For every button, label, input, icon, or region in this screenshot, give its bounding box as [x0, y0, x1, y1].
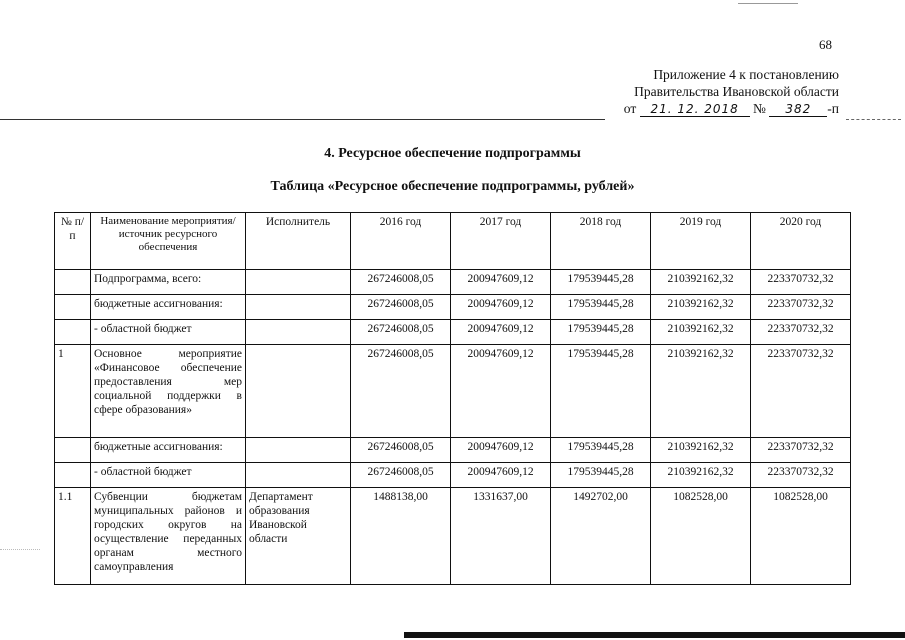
handwritten-number: 382	[769, 102, 827, 117]
cell-2016: 1488138,00	[351, 488, 451, 585]
cell-2017: 200947609,12	[451, 270, 551, 295]
cell-2018: 179539445,28	[551, 295, 651, 320]
cell-no	[55, 320, 91, 345]
cell-2019: 210392162,32	[651, 270, 751, 295]
cell-2019: 210392162,32	[651, 463, 751, 488]
cell-2020: 223370732,32	[751, 295, 851, 320]
cell-name: бюджетные ассигнования:	[91, 295, 246, 320]
cell-2018: 179539445,28	[551, 463, 651, 488]
cell-2018: 179539445,28	[551, 270, 651, 295]
appendix-line-3	[624, 100, 839, 117]
from-label: от	[623, 101, 637, 116]
cell-executor	[246, 320, 351, 345]
header-2018: 2018 год	[551, 213, 651, 270]
cell-2018: 179539445,28	[551, 438, 651, 463]
cell-2016: 267246008,05	[351, 438, 451, 463]
cell-executor	[246, 345, 351, 438]
table-row	[55, 463, 851, 488]
cell-2017: 200947609,12	[451, 320, 551, 345]
scan-artifact-dots	[0, 549, 40, 550]
cell-name: Субвенции бюджетам муниципальных районов и городских округов на осуществление переданных органам местного самоуправления	[91, 488, 246, 585]
appendix-line-2: Правительства Ивановской области	[634, 84, 839, 99]
cell-no	[55, 438, 91, 463]
table-row	[55, 345, 851, 438]
cell-2018: 1492702,00	[551, 488, 651, 585]
cell-no: 1.1	[55, 488, 91, 585]
cell-no: 1	[55, 345, 91, 438]
cell-2017: 200947609,12	[451, 438, 551, 463]
cell-executor: Департамент образования Ивановской области	[246, 488, 351, 585]
cell-2020: 223370732,32	[751, 320, 851, 345]
cell-2020: 223370732,32	[751, 438, 851, 463]
cell-2016: 267246008,05	[351, 463, 451, 488]
cell-no	[55, 270, 91, 295]
cell-2019: 1082528,00	[651, 488, 751, 585]
table-title: Таблица «Ресурсное обеспечение подпрограммы, рублей»	[270, 179, 635, 194]
header-executor: Исполнитель	[246, 213, 351, 270]
scan-artifact-line	[738, 3, 798, 4]
table-row	[55, 320, 851, 345]
section-title: 4. Ресурсное обеспечение подпрограммы	[324, 146, 581, 161]
table-row	[55, 295, 851, 320]
handwritten-date: 21. 12. 2018	[640, 102, 750, 117]
cell-2017: 200947609,12	[451, 345, 551, 438]
cell-2018: 179539445,28	[551, 320, 651, 345]
header-2017: 2017 год	[451, 213, 551, 270]
cell-executor	[246, 295, 351, 320]
number-suffix: -п	[827, 101, 839, 116]
cell-2017: 200947609,12	[451, 463, 551, 488]
appendix-header	[624, 66, 839, 117]
table-header-row	[55, 213, 851, 270]
cell-executor	[246, 438, 351, 463]
cell-name: Основное мероприятие «Финансовое обеспечение предоставления мер социальной поддержки в сфере образования»	[91, 345, 246, 438]
cell-2020: 223370732,32	[751, 270, 851, 295]
cell-executor	[246, 270, 351, 295]
cell-name: - областной бюджет	[91, 320, 246, 345]
cell-2019: 210392162,32	[651, 345, 751, 438]
cell-2020: 223370732,32	[751, 345, 851, 438]
header-2019: 2019 год	[651, 213, 751, 270]
cell-2016: 267246008,05	[351, 320, 451, 345]
appendix-line-1: Приложение 4 к постановлению	[653, 67, 839, 82]
table-row	[55, 438, 851, 463]
cell-2019: 210392162,32	[651, 295, 751, 320]
cell-name: бюджетные ассигнования:	[91, 438, 246, 463]
cell-2016: 267246008,05	[351, 345, 451, 438]
header-2020: 2020 год	[751, 213, 851, 270]
cell-2019: 210392162,32	[651, 438, 751, 463]
header-divider-right	[846, 119, 901, 120]
cell-2016: 267246008,05	[351, 270, 451, 295]
page-number: 68	[819, 37, 832, 52]
cell-2018: 179539445,28	[551, 345, 651, 438]
cell-name: Подпрограмма, всего:	[91, 270, 246, 295]
header-2016: 2016 год	[351, 213, 451, 270]
cell-2019: 210392162,32	[651, 320, 751, 345]
header-divider-left	[0, 119, 605, 120]
table-row	[55, 488, 851, 585]
cell-2017: 200947609,12	[451, 295, 551, 320]
cell-2016: 267246008,05	[351, 295, 451, 320]
cell-2020: 223370732,32	[751, 463, 851, 488]
cell-executor	[246, 463, 351, 488]
cell-name: - областной бюджет	[91, 463, 246, 488]
scan-artifact-bar	[404, 632, 905, 638]
table-row	[55, 270, 851, 295]
cell-2017: 1331637,00	[451, 488, 551, 585]
cell-2020: 1082528,00	[751, 488, 851, 585]
number-label: №	[753, 101, 766, 116]
header-no: № п/п	[55, 213, 91, 270]
cell-no	[55, 295, 91, 320]
header-name: Наименование мероприятия/источник ресурсного обеспечения	[91, 213, 246, 270]
cell-no	[55, 463, 91, 488]
resource-table	[54, 212, 851, 585]
